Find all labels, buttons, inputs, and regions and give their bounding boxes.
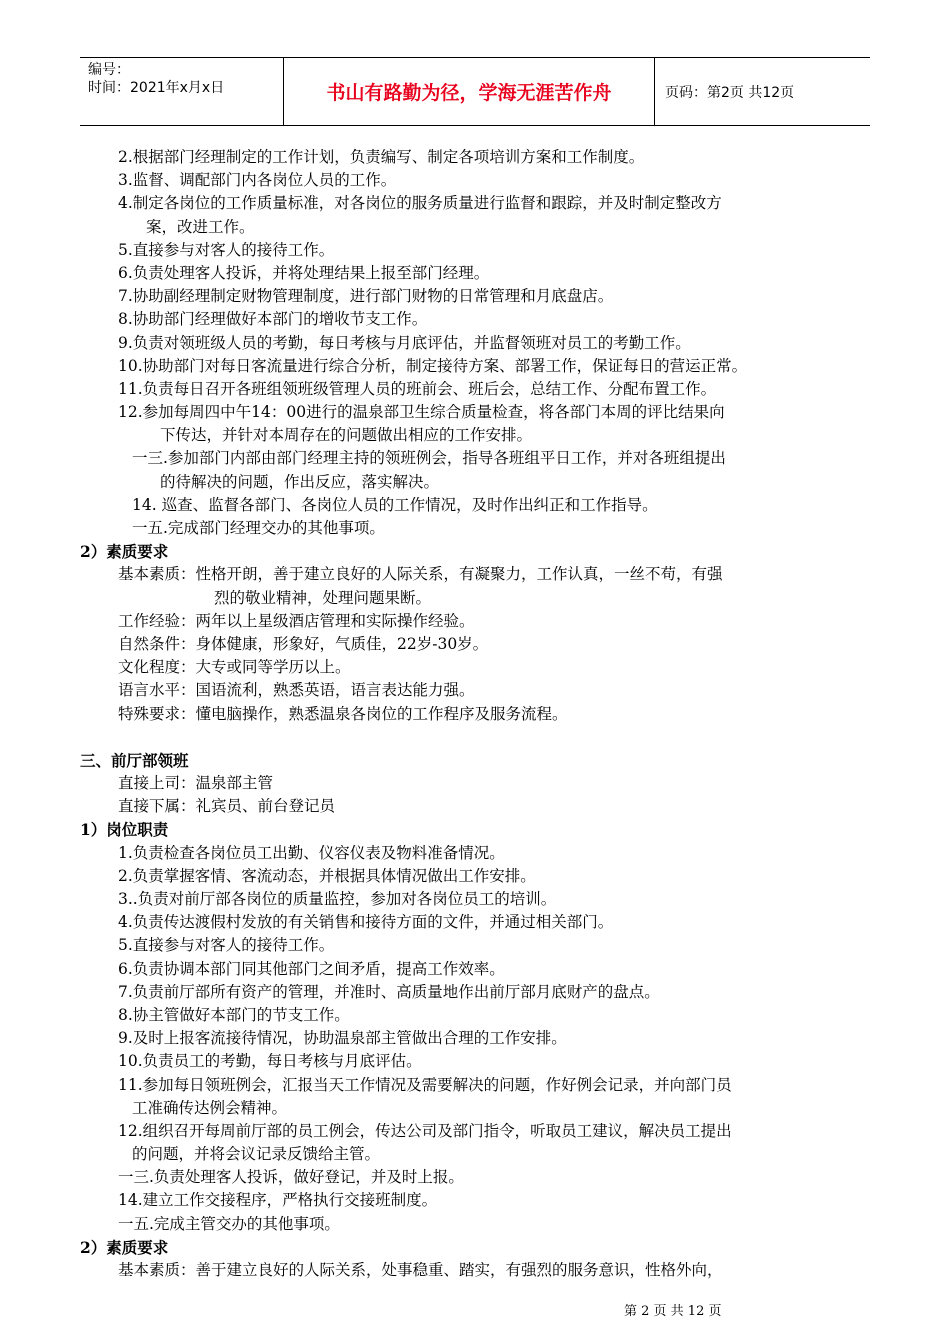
section-heading: 三、前厅部领班: [80, 750, 189, 770]
text-line: 5.直接参与对客人的接待工作。: [118, 936, 335, 955]
text-line: 10.协助部门对每日客流量进行综合分析，制定接待方案、部署工作，保证每日的营运正常。: [118, 356, 748, 375]
text-line: 10.负责员工的考勤，每日考核与月底评估。: [118, 1052, 422, 1071]
text-line: 6.负责协调本部门同其他部门之间矛盾，提高工作效率。: [118, 959, 505, 978]
document-time-label: 时间：2021年x月x日: [88, 80, 225, 96]
document-body: [80, 146, 880, 1282]
text-line: 一五.完成主管交办的其他事项。: [118, 1214, 340, 1233]
text-line: 一三.负责处理客人投诉，做好登记，并及时上报。: [118, 1168, 464, 1187]
text-line: 直接下属：礼宾员、前台登记员: [118, 797, 336, 816]
text-line: 4.负责传达渡假村发放的有关销售和接待方面的文件，并通过相关部门。: [118, 913, 614, 932]
text-line: 文化程度：大专或同等学历以上。: [118, 658, 351, 677]
text-line: 3..负责对前厅部各岗位的质量监控，参加对各岗位员工的培训。: [118, 890, 557, 908]
text-line: 案，改进工作。: [146, 217, 255, 236]
document-number-label: 编号：: [88, 62, 130, 78]
text-line: 7.负责前厅部所有资产的管理，并准时、高质量地作出前厅部月底财产的盘点。: [118, 982, 660, 1001]
text-line: 一三.参加部门内部由部门经理主持的领班例会，指导各班组平日工作，并对各班组提出: [132, 449, 726, 468]
text-line: 14. 巡查、监督各部门、各岗位人员的工作情况，及时作出纠正和工作指导。: [132, 495, 658, 514]
text-line: 特殊要求：懂电脑操作，熟悉温泉各岗位的工作程序及服务流程。: [118, 704, 568, 723]
text-line: 9.及时上报客流接待情况，协助温泉部主管做出合理的工作安排。: [118, 1029, 567, 1048]
text-line: 语言水平：国语流利，熟悉英语，语言表达能力强。: [118, 681, 475, 700]
text-line: 的待解决的问题，作出反应，落实解决。: [160, 472, 440, 491]
text-line: 1.负责检查各岗位员工出勤、仪容仪表及物料准备情况。: [118, 843, 505, 862]
text-line: 下传达，并针对本周存在的问题做出相应的工作安排。: [160, 426, 533, 445]
section-heading: 1）岗位职责: [80, 820, 169, 840]
text-line: 基本素质：性格开朗，善于建立良好的人际关系，有凝聚力，工作认真，一丝不苟，有强: [118, 565, 723, 584]
text-line: 工准确传达例会精神。: [132, 1098, 288, 1117]
text-line: 直接上司：温泉部主管: [118, 774, 274, 793]
text-line: 基本素质：善于建立良好的人际关系，处事稳重、踏实，有强烈的服务意识，性格外向，: [118, 1261, 723, 1279]
text-line: 2.负责掌握客情、客流动态，并根据具体情况做出工作安排。: [118, 866, 536, 885]
section-heading: 2）素质要求: [80, 1237, 169, 1257]
text-line: 4.制定各岗位的工作质量标准，对各岗位的服务质量进行监督和跟踪，并及时制定整改方: [118, 194, 722, 213]
text-line: 8.协主管做好本部门的节支工作。: [118, 1005, 350, 1024]
text-line: 2.根据部门经理制定的工作计划，负责编写、制定各项培训方案和工作制度。: [118, 148, 645, 166]
text-line: 7.协助副经理制定财物管理制度，进行部门财物的日常管理和月底盘店。: [118, 287, 614, 306]
blank-line: [80, 726, 880, 749]
text-line: 8.协助部门经理做好本部门的增收节支工作。: [118, 310, 428, 329]
text-line: 12.组织召开每周前厅部的员工例会，传达公司及部门指令，听取员工建议，解决员工提出: [118, 1121, 732, 1140]
text-line: 工作经验：两年以上星级酒店管理和实际操作经验。: [118, 611, 475, 630]
header-page-info: 页码：第2页 共12页: [665, 84, 795, 101]
text-line: 11.负责每日召开各班组领班级管理人员的班前会、班后会，总结工作、分配布置工作。: [118, 379, 717, 398]
text-line: 12.参加每周四中午14：00进行的温泉部卫生综合质量检查，将各部门本周的评比结果向: [118, 403, 725, 422]
header-motto: 书山有路勤为径，学海无涯苦作舟: [284, 58, 655, 125]
header-meta: [80, 58, 284, 125]
section-heading: 2）素质要求: [80, 542, 169, 562]
text-line: 3.监督、调配部门内各岗位人员的工作。: [118, 171, 397, 190]
text-line: 11.参加每日领班例会，汇报当天工作情况及需要解决的问题，作好例会记录，并向部门员: [118, 1075, 732, 1094]
text-line: 一五.完成部门经理交办的其他事项。: [132, 519, 385, 537]
text-line: 6.负责处理客人投诉，并将处理结果上报至部门经理。: [118, 263, 490, 282]
text-line: 14.建立工作交接程序，严格执行交接班制度。: [118, 1191, 438, 1210]
text-line: 自然条件：身体健康，形象好，气质佳，22岁-30岁。: [118, 634, 489, 653]
text-line: 9.负责对领班级人员的考勤，每日考核与月底评估，并监督领班对员工的考勤工作。: [118, 333, 691, 352]
text-line: 的问题，并将会议记录反馈给主管。: [132, 1145, 381, 1164]
text-line: 烈的敬业精神，处理问题果断。: [214, 588, 432, 607]
page-header: [80, 57, 870, 126]
page-footer: 第 2 页 共 12 页: [624, 1304, 722, 1319]
text-line: 5.直接参与对客人的接待工作。: [118, 240, 335, 259]
